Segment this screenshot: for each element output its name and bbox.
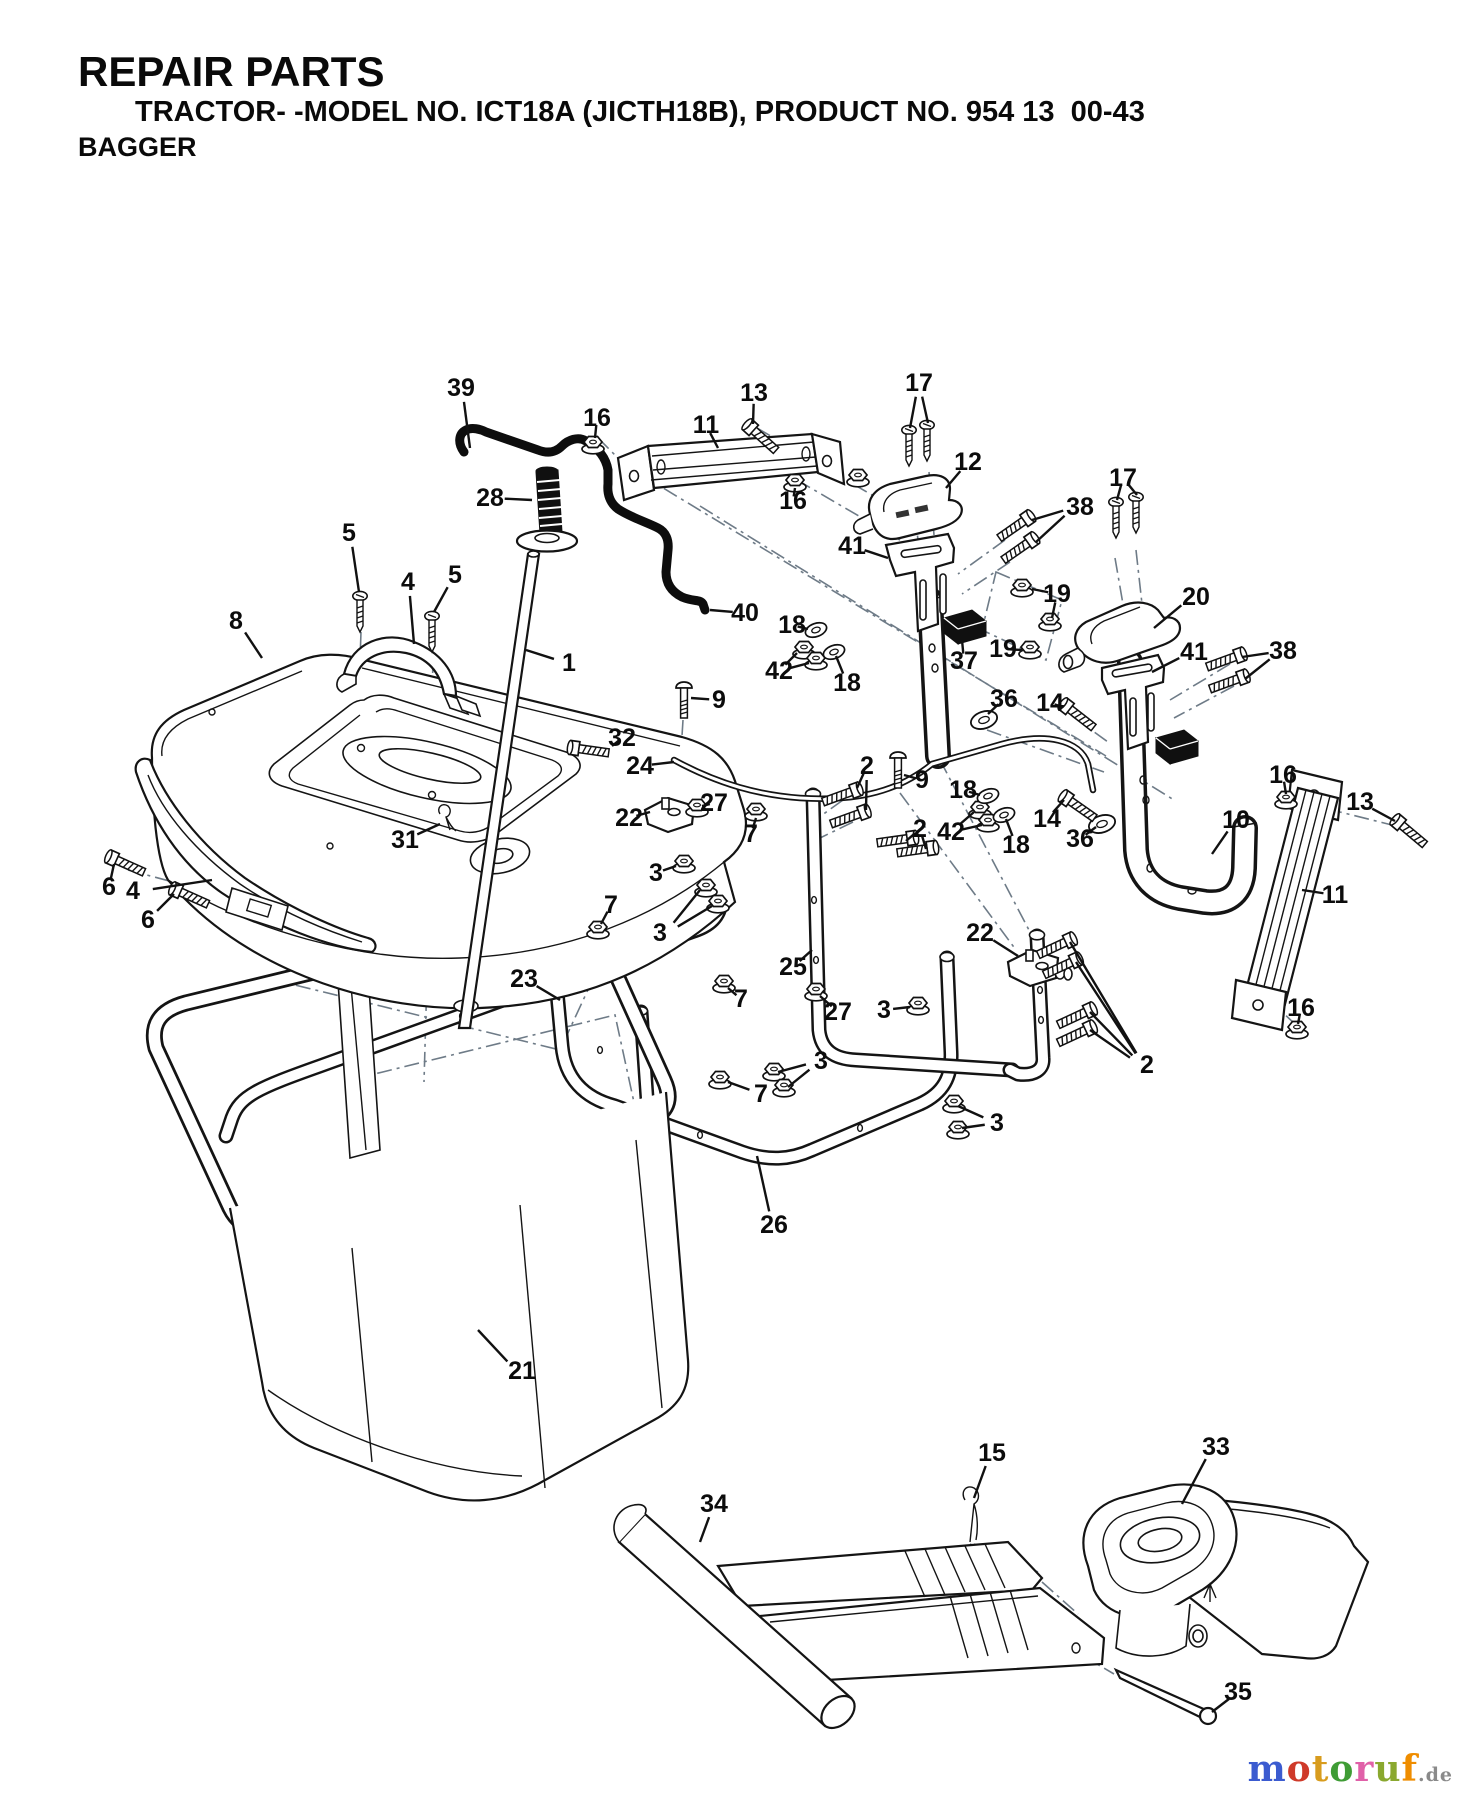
callout-37: 37 [950,647,978,675]
callout-23: 23 [510,965,538,993]
callout-10: 10 [1222,806,1250,834]
callout-7: 7 [604,891,618,919]
callout-22: 22 [966,919,994,947]
leader-line [993,940,1018,956]
watermark-letter: f [1401,1748,1418,1790]
callout-16: 16 [1287,994,1315,1022]
callout-3: 3 [649,859,663,887]
model-line: TRACTOR- -MODEL NO. ICT18A (JICTH18B), PRODUCT NO. 954 13 00-43 [135,96,1145,128]
leader-line [865,550,888,558]
leader-line [866,780,867,810]
callout-27: 27 [700,789,728,817]
callout-1: 1 [562,649,576,677]
callout-3: 3 [877,996,891,1024]
callout-18: 18 [1002,831,1030,859]
part-41-bracket-right [1102,655,1164,749]
callout-41: 41 [1180,638,1208,666]
watermark-letter: t [1311,1748,1330,1790]
part-28-stud [517,467,577,552]
leader-line [974,1466,986,1498]
callout-39: 39 [447,374,475,402]
callout-7: 7 [734,985,748,1013]
leader-line [505,499,532,500]
part-37-cap-right [1156,730,1198,764]
callout-12: 12 [954,448,982,476]
leader-line [691,698,709,699]
callout-19: 19 [1043,580,1071,608]
callout-17: 17 [905,369,933,397]
callout-33: 33 [1202,1433,1230,1461]
leader-line [788,1070,809,1087]
part-11-strap-top [618,434,844,500]
callout-9: 9 [915,766,929,794]
callout-16: 16 [583,404,611,432]
leader-line [1212,831,1228,854]
leader-line [245,632,262,658]
watermark-letter: o [1329,1748,1355,1790]
watermark-logo [1248,1748,1453,1790]
callout-19: 19 [989,635,1017,663]
callout-6: 6 [102,873,116,901]
callout-16: 16 [1269,761,1297,789]
callout-2: 2 [860,752,874,780]
callout-42: 42 [937,818,965,846]
callout-13: 13 [1346,788,1374,816]
callout-2: 2 [1140,1051,1154,1079]
part-8-bagger-cover [152,655,746,1012]
callout-36: 36 [990,685,1018,713]
callout-3: 3 [653,919,667,947]
callout-3: 3 [814,1047,828,1075]
callout-32: 32 [608,724,636,752]
callout-14: 14 [1033,805,1061,833]
callout-38: 38 [1066,493,1094,521]
leader-line [910,397,916,428]
callout-5: 5 [448,561,462,589]
callout-18: 18 [778,611,806,639]
section-title: BAGGER [78,132,197,162]
callout-21: 21 [508,1357,536,1385]
part-33-chute-collar [1083,1484,1236,1656]
callout-40: 40 [731,599,759,627]
callout-7: 7 [754,1080,768,1108]
watermark-letter: r [1354,1748,1375,1790]
callout-42: 42 [765,657,793,685]
callout-27: 27 [824,998,852,1026]
part-12-bracket-cap [854,475,962,539]
watermark-letter: m [1247,1748,1287,1790]
leader-line [434,587,448,612]
watermark-letter: u [1374,1748,1402,1790]
callout-8: 8 [229,607,243,635]
callout-28: 28 [476,484,504,512]
callout-5: 5 [342,519,356,547]
callout-14: 14 [1036,689,1064,717]
callout-13: 13 [740,379,768,407]
callout-18: 18 [833,669,861,697]
page-title: REPAIR PARTS [78,48,385,95]
callout-26: 26 [760,1211,788,1239]
callout-36: 36 [1066,825,1094,853]
callout-22: 22 [615,804,643,832]
part-35-pin-rod [1116,1670,1216,1724]
callout-17: 17 [1109,464,1137,492]
leader-line [1036,516,1065,542]
callout-34: 34 [700,1490,728,1518]
leader-line [710,610,733,612]
callout-11: 11 [692,411,720,439]
callout-9: 9 [712,686,726,714]
callout-25: 25 [779,953,807,981]
callout-3: 3 [990,1109,1004,1137]
leader-line [157,894,174,911]
callout-16: 16 [779,487,807,515]
leader-line [410,596,414,644]
chute-assembly [614,1484,1368,1734]
part-24-rod [674,738,1093,798]
callout-31: 31 [391,826,419,854]
leader-line [1372,809,1395,821]
callout-18: 18 [949,776,977,804]
callout-6: 6 [141,906,155,934]
part-37-cap-left [944,610,986,644]
watermark-suffix: .de [1418,1764,1453,1786]
leader-line [1245,659,1270,679]
leader-line [526,650,554,659]
callout-41: 41 [838,532,866,560]
watermark-letters [1248,1748,1418,1790]
callout-11: 11 [1321,881,1349,909]
leader-line [922,397,928,423]
callout-2: 2 [913,815,927,843]
callout-7: 7 [744,820,758,848]
watermark-letter: o [1286,1748,1312,1790]
callout-24: 24 [626,752,654,780]
callout-35: 35 [1224,1678,1252,1706]
callout-38: 38 [1269,637,1297,665]
leader-line [700,1517,709,1542]
callout-20: 20 [1182,583,1210,611]
callout-15: 15 [978,1439,1006,1467]
leader-line [352,547,359,592]
callout-4: 4 [401,568,415,596]
callout-4: 4 [126,877,140,905]
leader-line [1032,511,1063,520]
